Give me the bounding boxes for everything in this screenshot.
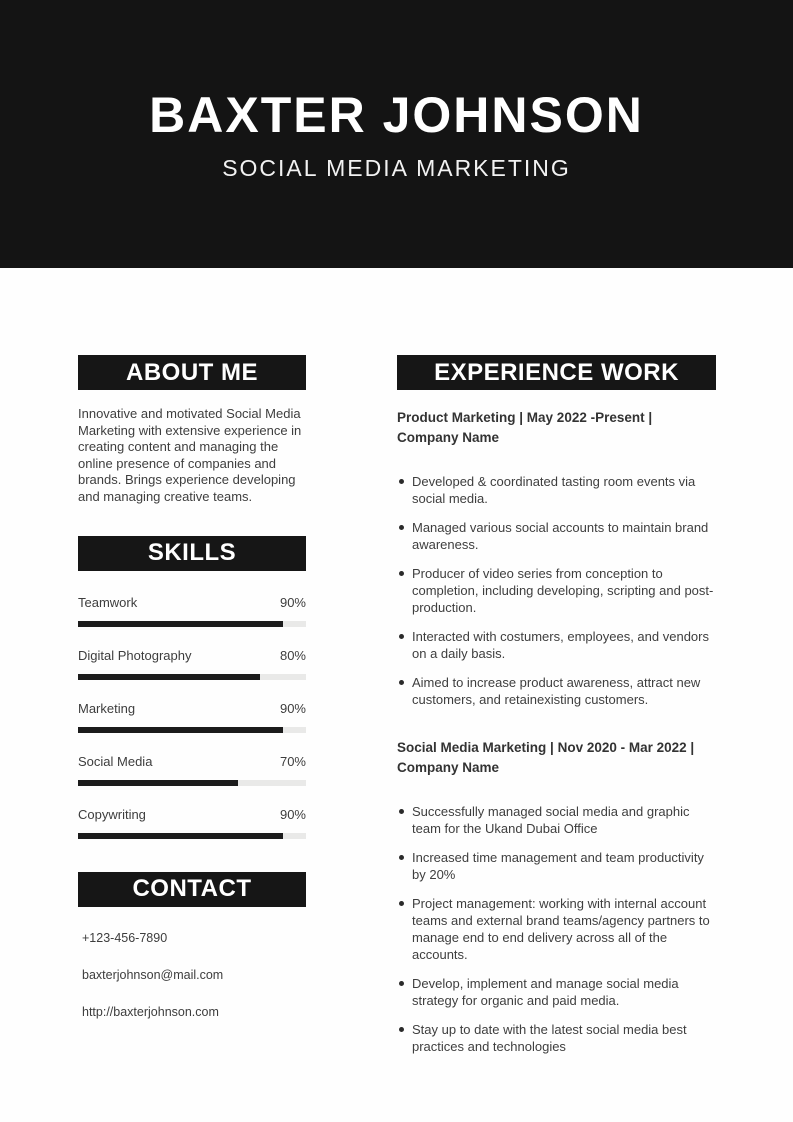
contact-item: http://baxterjohnson.com (82, 1004, 219, 1019)
skill-bar-fill (78, 674, 260, 680)
job-bullet-list (397, 803, 716, 1055)
skill-percent: 70% (279, 753, 306, 769)
skill-row (78, 807, 306, 823)
skill-bar-track (78, 727, 306, 733)
job-title: Social Media Marketing | Nov 2020 - Mar 2022 | Company Name (397, 740, 695, 775)
bullet-dot-icon (399, 680, 404, 685)
bullet-item: Stay up to date with the latest social media best practices and technologies (397, 1021, 716, 1055)
skill-row (78, 595, 306, 611)
skill-percent: 90% (279, 806, 306, 822)
skills-list (78, 595, 306, 839)
bullet-item: Developed & coordinated tasting room events via social media. (397, 473, 716, 507)
skill-item (78, 754, 306, 786)
bullet-item: Managed various social accounts to maintain brand awareness. (397, 519, 716, 553)
skill-bar-track (78, 780, 306, 786)
about-heading: ABOUT ME (78, 355, 306, 390)
contact-list (78, 931, 306, 1020)
job-block (397, 408, 716, 708)
job-block (397, 738, 716, 1055)
bullet-item: Producer of video series from conception to completion, including developing, scripting and post-production. (397, 565, 716, 616)
skills-section (78, 536, 306, 839)
about-section (78, 355, 306, 506)
skill-item (78, 701, 306, 733)
skill-label: Teamwork (78, 594, 138, 610)
skills-heading: SKILLS (78, 536, 306, 571)
skill-percent: 90% (279, 700, 306, 716)
bullet-item: Successfully managed social media and graphic team for the Ukand Dubai Office (397, 803, 716, 837)
contact-heading: CONTACT (78, 872, 306, 907)
skill-row (78, 754, 306, 770)
skill-bar-fill (78, 833, 283, 839)
about-text: Innovative and motivated Social Media Marketing with extensive experience in creating content and managing the online presence of companies and brands. Brings experience developing and managing creative teams. (78, 406, 302, 504)
skill-bar-fill (78, 621, 283, 627)
skill-label: Digital Photography (78, 647, 192, 663)
person-job-title: SOCIAL MEDIA MARKETING (222, 155, 571, 181)
skill-row (78, 648, 306, 664)
skill-bar-fill (78, 780, 238, 786)
skill-item (78, 648, 306, 680)
bullet-item: Develop, implement and manage social media strategy for organic and paid media. (397, 975, 716, 1009)
left-column (78, 355, 306, 1067)
job-title: Product Marketing | May 2022 -Present | Company Name (397, 410, 653, 445)
header (0, 0, 793, 268)
bullet-dot-icon (399, 855, 404, 860)
bullet-item: Aimed to increase product awareness, attract new customers, and retainexisting customers. (397, 674, 716, 708)
jobs-list (397, 408, 716, 1055)
contact-item: +123-456-7890 (82, 930, 168, 945)
skill-bar-fill (78, 727, 283, 733)
bullet-dot-icon (399, 634, 404, 639)
skill-item (78, 807, 306, 839)
skill-bar-track (78, 621, 306, 627)
bullet-dot-icon (399, 901, 404, 906)
experience-section (397, 355, 716, 1067)
bullet-dot-icon (399, 1027, 404, 1032)
skill-label: Marketing (78, 700, 136, 716)
skill-label: Social Media (78, 753, 153, 769)
bullet-dot-icon (399, 479, 404, 484)
job-bullet-list (397, 473, 716, 708)
bullet-dot-icon (399, 571, 404, 576)
bullet-dot-icon (399, 809, 404, 814)
bullet-dot-icon (399, 525, 404, 530)
experience-heading: EXPERIENCE WORK (397, 355, 716, 390)
skill-percent: 80% (279, 647, 306, 663)
bullet-item: Interacted with costumers, employees, and vendors on a daily basis. (397, 628, 716, 662)
skill-item (78, 595, 306, 627)
skill-bar-track (78, 833, 306, 839)
bullet-item: Increased time management and team productivity by 20% (397, 849, 716, 883)
skill-percent: 90% (279, 594, 306, 610)
bullet-dot-icon (399, 981, 404, 986)
contact-item: baxterjohnson@mail.com (82, 967, 224, 982)
body-columns (0, 268, 793, 1067)
contact-section (78, 872, 306, 1020)
person-name: BAXTER JOHNSON (149, 87, 644, 143)
skill-bar-track (78, 674, 306, 680)
bullet-item: Project management: working with internal account teams and external brand teams/agency partners to manage end to end delivery across all of the accounts. (397, 895, 716, 963)
skill-label: Copywriting (78, 806, 146, 822)
skill-row (78, 701, 306, 717)
